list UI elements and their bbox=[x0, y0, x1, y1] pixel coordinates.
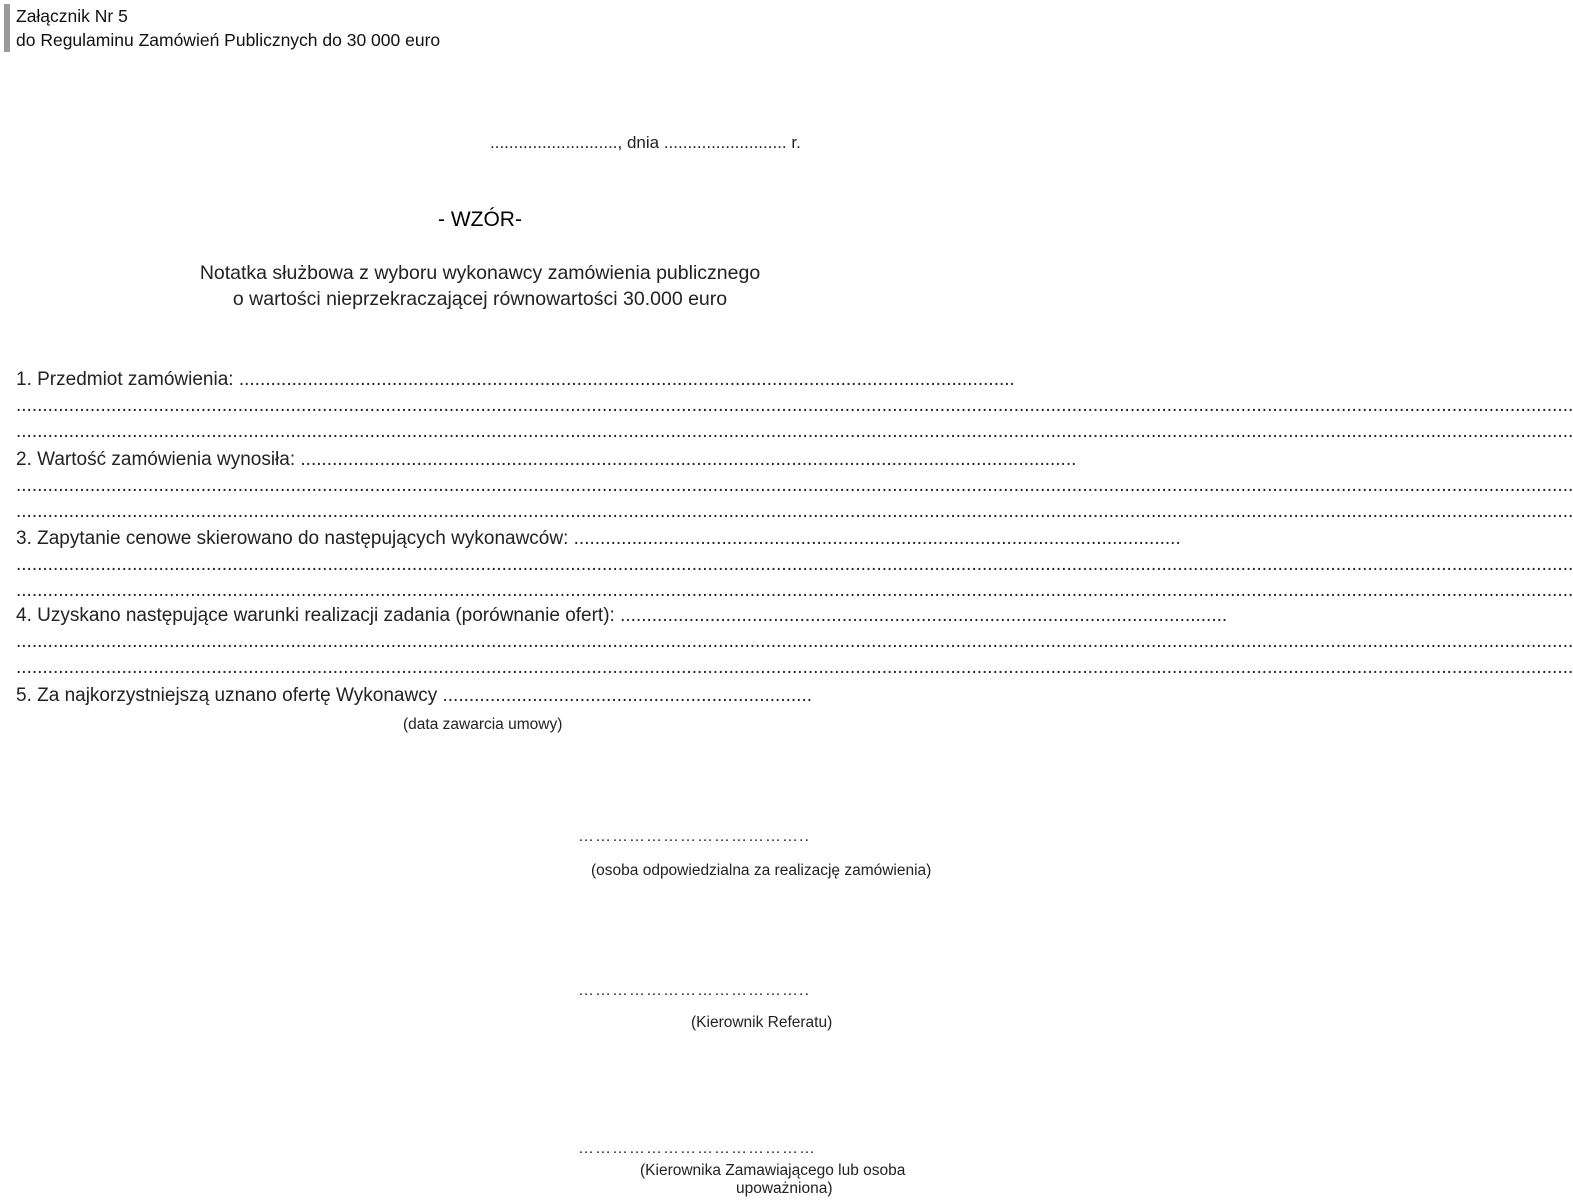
annex-regulation: do Regulaminu Zamówień Publicznych do 30 000 euro bbox=[16, 30, 441, 50]
signature-3-label-line1: (Kierownika Zamawiającego lub osoba bbox=[640, 1162, 906, 1179]
item-2-continuation-1: ....................................................................................................................................................................................................................................................................................................... bbox=[16, 475, 1573, 496]
item-2 bbox=[16, 449, 1077, 471]
item-3-dots: ................................................................................................................... bbox=[573, 528, 1181, 549]
item-1-dots: ................................................................................................................................................... bbox=[238, 369, 1015, 390]
contract-date-label: (data zawarcia umowy) bbox=[403, 716, 563, 733]
annex-number: Załącznik Nr 5 bbox=[16, 6, 128, 26]
item-4-continuation-1: ....................................................................................................................................................................................................................................................................................................... bbox=[16, 631, 1573, 652]
item-3-continuation-2: ....................................................................................................................................................................................................................................................................................................... bbox=[16, 580, 1573, 601]
subtitle-line2: o wartości nieprzekraczającej równowartości 30.000 euro bbox=[232, 288, 728, 310]
item-4 bbox=[16, 605, 1228, 627]
signature-3-label-line2: upoważniona) bbox=[736, 1180, 833, 1197]
header-side-bar bbox=[4, 4, 10, 52]
item-4-dots: ................................................................................................................... bbox=[620, 605, 1228, 626]
document-title: - WZÓR- bbox=[438, 208, 522, 231]
item-2-dots: ................................................................................................................................................... bbox=[300, 449, 1077, 470]
date-line: ..........................., dnia .......................... r. bbox=[490, 133, 801, 152]
item-1-label: 1. Przedmiot zamówienia: bbox=[16, 369, 239, 390]
item-1-continuation-2: ....................................................................................................................................................................................................................................................................................................... bbox=[16, 421, 1573, 442]
item-5-dots: ...................................................................... bbox=[442, 685, 813, 706]
item-5 bbox=[16, 685, 958, 707]
item-2-continuation-2: ....................................................................................................................................................................................................................................................................................................... bbox=[16, 501, 1573, 522]
signature-1-dots: ………………………………….. bbox=[578, 828, 810, 845]
item-2-label: 2. Wartość zamówienia wynosiła: bbox=[16, 449, 301, 470]
signature-2-label: (Kierownik Referatu) bbox=[691, 1014, 833, 1031]
item-1 bbox=[16, 369, 1015, 391]
subtitle-line1: Notatka służbowa z wyboru wykonawcy zamówienia publicznego bbox=[199, 262, 761, 284]
signature-2-dots: ………………………………….. bbox=[578, 982, 810, 999]
item-3-continuation-1: ....................................................................................................................................................................................................................................................................................................... bbox=[16, 554, 1573, 575]
item-4-continuation-2: ....................................................................................................................................................................................................................................................................................................... bbox=[16, 657, 1573, 678]
item-3-label: 3. Zapytanie cenowe skierowano do następujących wykonawców: bbox=[16, 528, 574, 549]
item-1-continuation-1: ....................................................................................................................................................................................................................................................................................................... bbox=[16, 395, 1573, 416]
item-4-label: 4. Uzyskano następujące warunki realizacji zadania (porównanie ofert): bbox=[16, 605, 621, 626]
item-3 bbox=[16, 528, 1181, 550]
signature-3-dots: …………………………………… bbox=[578, 1140, 816, 1157]
signature-1-label: (osoba odpowiedzialna za realizację zamówienia) bbox=[591, 862, 932, 879]
item-5-label: 5. Za najkorzystniejszą uznano ofertę Wykonawcy bbox=[16, 685, 443, 706]
